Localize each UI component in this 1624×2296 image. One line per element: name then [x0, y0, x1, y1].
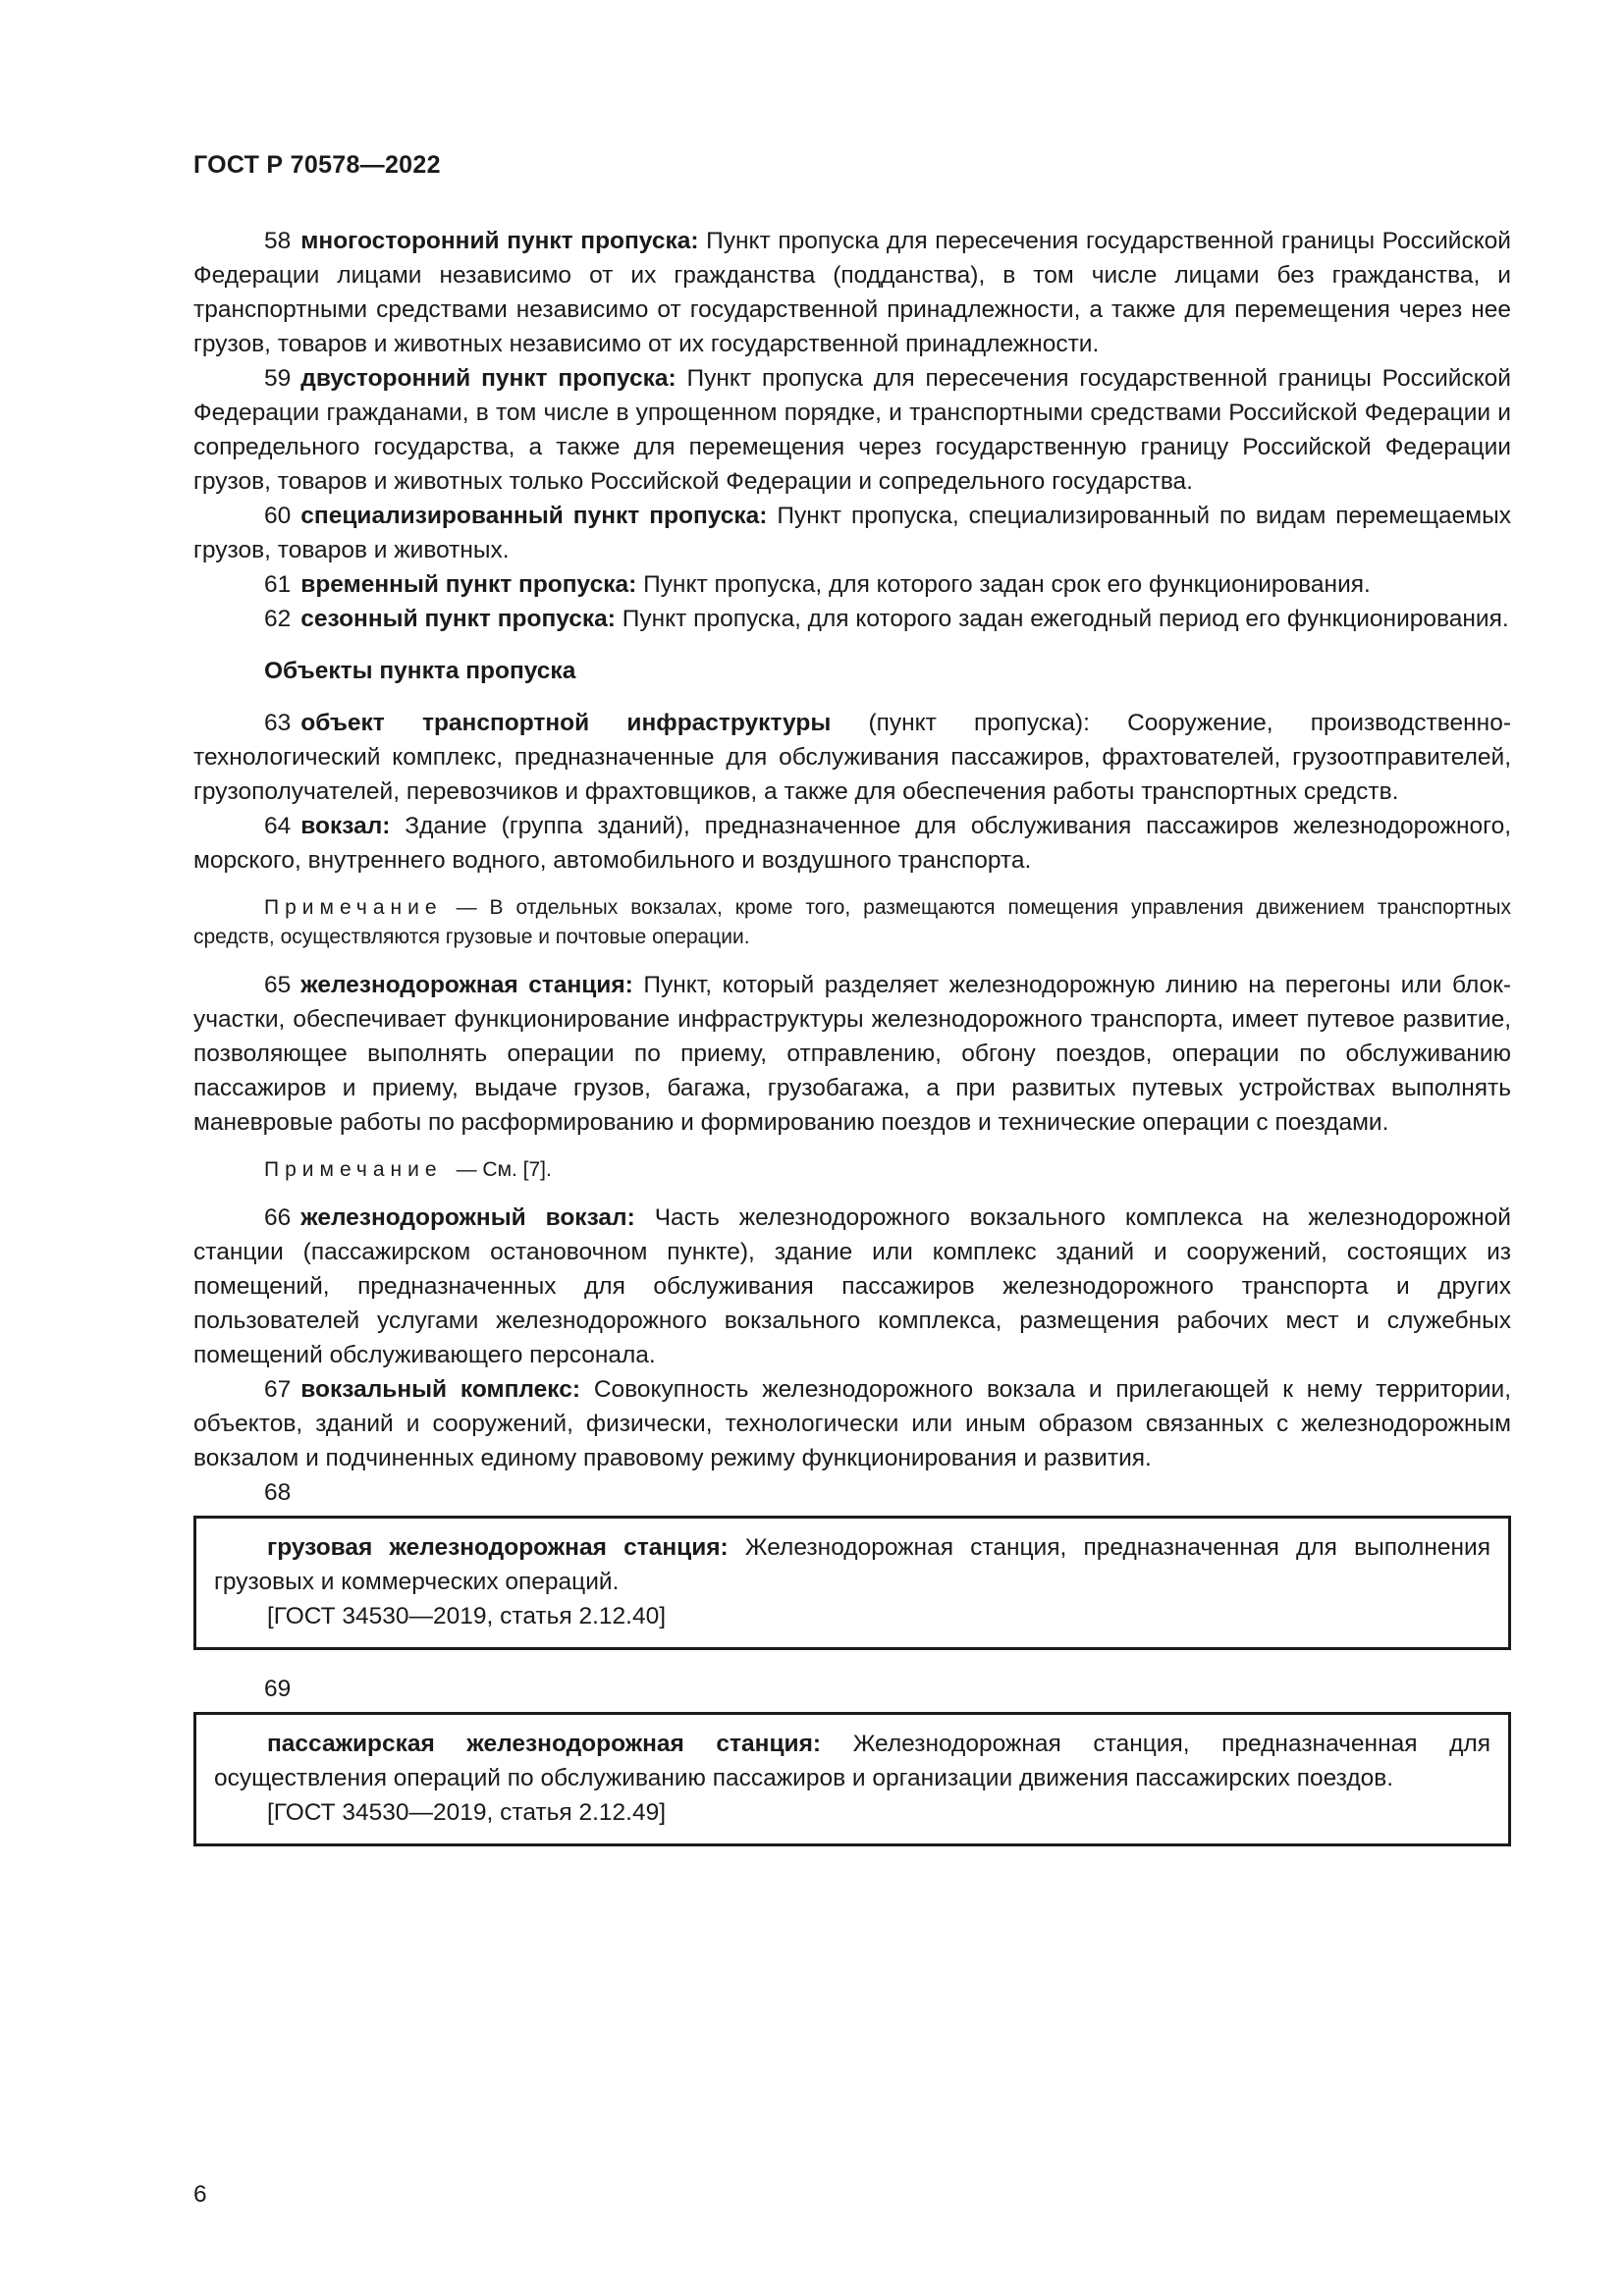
note-label: Примечание — [264, 1158, 443, 1181]
note — [193, 1155, 1511, 1185]
document-code: ГОСТ Р 70578—2022 — [193, 151, 441, 179]
term-number: 65 — [264, 972, 292, 998]
note-text: — В отдельных вокзалах, кроме того, размещаются помещения управления движением транспортных средств, осуществляются грузовые и почтовые операции. — [193, 896, 1511, 948]
term-title: специализированный пункт пропуска: — [300, 503, 768, 529]
term-definition: Здание (группа зданий), предназначенное для обслуживания пассажиров железнодорожного, морского, внутреннего водного, автомобильного и воздушного транспорта. — [193, 813, 1512, 874]
term-definition: Железнодорожная станция, предназначенная для выполнения грузовых и коммерческих операций. — [214, 1534, 1490, 1595]
term-number: 63 — [264, 710, 292, 736]
term-title: двусторонний пункт пропуска: — [300, 365, 677, 392]
term-definition: Пункт пропуска, специализированный по видам перемещаемых грузов, товаров и животных. — [193, 503, 1511, 563]
term-title: сезонный пункт пропуска: — [300, 606, 616, 632]
section-heading: Объекты пункта пропуска — [264, 658, 576, 684]
term-number: 61 — [264, 571, 292, 598]
term-number: 67 — [264, 1376, 292, 1403]
term-entry — [214, 1727, 1490, 1795]
term-title: многосторонний пункт пропуска: — [300, 228, 699, 254]
term-entry — [193, 499, 1511, 567]
term-title: вокзал: — [300, 813, 391, 839]
term-definition: (пункт пропуска): Сооружение, производственно-технологический комплекс, предназначенные для обслуживания пассажиров, фрахтователей, грузоотправителей, грузополучателей, перевозчиков и фрахтовщиков, а также для обеспечения работы транспортных средств. — [193, 710, 1511, 805]
document-body — [193, 224, 1511, 1868]
term-entry — [193, 1372, 1511, 1475]
boxed-term — [193, 1516, 1511, 1650]
term-definition: Пункт пропуска, для которого задан срок его функционирования. — [643, 571, 1371, 598]
term-entry — [193, 706, 1511, 809]
term-title: вокзальный комплекс: — [300, 1376, 581, 1403]
term-entry — [193, 809, 1511, 878]
term-number: 58 — [264, 228, 292, 254]
note-text: — См. [7]. — [456, 1158, 552, 1181]
term-source: [ГОСТ 34530—2019, статья 2.12.40] — [267, 1603, 667, 1629]
term-definition: Пункт, который разделяет железнодорожную линию на перегоны или блок-участки, обеспечивает функционирование инфраструктуры железнодорожного транспорта, имеет путевое развитие, позволяющее выполнять операции по приему, отправлению, обгону поездов, операции по обслуживанию пассажиров и приему, выдаче грузов, багажа, грузобагажа, а при развитых путевых устройствах выполнять маневровые работы по расформированию и формированию поездов и технические операции с поездами. — [193, 972, 1512, 1136]
term-entry — [193, 968, 1511, 1140]
note-label: Примечание — [264, 896, 443, 919]
term-definition: Пункт пропуска, для которого задан ежегодный период его функционирования. — [622, 606, 1509, 632]
term-title: пассажирская железнодорожная станция: — [267, 1731, 822, 1757]
term-entry — [193, 602, 1511, 636]
page-number: 6 — [193, 2181, 207, 2208]
term-entry — [193, 224, 1511, 361]
term-number: 60 — [264, 503, 292, 529]
term-definition: Часть железнодорожного вокзального комплекса на железнодорожной станции (пассажирском остановочном пункте), здание или комплекс зданий и сооружений, состоящих из помещений, предназначенных для обслуживания пассажиров железнодорожного транспорта и других пользователей услугами железнодорожного вокзального комплекса, размещения рабочих мест и служебных помещений обслуживающего персонала. — [193, 1204, 1511, 1368]
term-entry — [214, 1530, 1490, 1599]
term-definition: Пункт пропуска для пересечения государственной границы Российской Федерации гражданами, в том числе в упрощенном порядке, и транспортными средствами Российской Федерации и сопредельного государства, а также для перемещения через государственную границу Российской Федерации грузов, товаров и животных только Российской Федерации и сопредельного государства. — [193, 365, 1511, 495]
term-entry — [193, 1201, 1511, 1372]
term-definition: Совокупность железнодорожного вокзала и прилегающей к нему территории, объектов, зданий и сооружений, физически, технологически или иным образом связанных с железнодорожным вокзалом и подчиненных единому правовому режиму функционирования и развития. — [193, 1376, 1512, 1471]
term-definition: Пункт пропуска для пересечения государственной границы Российской Федерации лицами независимо от их гражданства (подданства), в том числе лицами без гражданства, и транспортными средствами независимо от государственной принадлежности, а также для перемещения через нее грузов, товаров и животных независимо от их государственной принадлежности. — [193, 228, 1511, 357]
term-number: 69 — [264, 1676, 292, 1702]
term-entry — [193, 567, 1511, 602]
term-title: временный пункт пропуска: — [300, 571, 637, 598]
note — [193, 893, 1511, 952]
term-number: 62 — [264, 606, 292, 632]
term-entry — [193, 361, 1511, 499]
term-number: 64 — [264, 813, 292, 839]
term-number: 59 — [264, 365, 292, 392]
term-number: 66 — [264, 1204, 292, 1231]
term-title: грузовая железнодорожная станция: — [267, 1534, 729, 1561]
term-title: объект транспортной инфраструктуры — [300, 710, 832, 736]
term-number: 68 — [264, 1479, 292, 1506]
term-definition: Железнодорожная станция, предназначенная для осуществления операций по обслуживанию пассажиров и организации движения пассажирских поездов. — [214, 1731, 1490, 1791]
boxed-term — [193, 1712, 1511, 1846]
term-title: железнодорожный вокзал: — [300, 1204, 635, 1231]
term-source: [ГОСТ 34530—2019, статья 2.12.49] — [267, 1799, 667, 1826]
term-title: железнодорожная станция: — [300, 972, 633, 998]
